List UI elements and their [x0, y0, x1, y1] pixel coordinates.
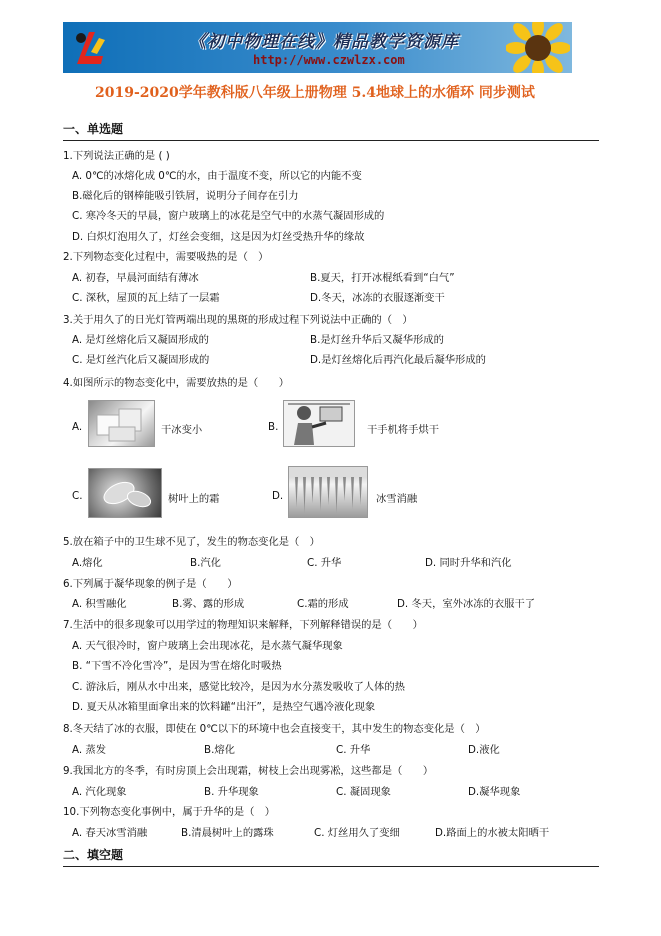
- question-6-option-d: D. 冬天，室外冰冻的衣服干了: [397, 598, 536, 610]
- question-5-stem: 5.放在箱子中的卫生球不见了，发生的物态变化是（ ）: [63, 536, 320, 548]
- site-logo-icon: [69, 26, 111, 70]
- question-4-option-a-letter: A.: [72, 421, 83, 433]
- question-1-option-a: A. 0℃的冰熔化成 0℃的水，由于温度不变，所以它的内能不变: [72, 170, 362, 182]
- hand-dryer-icon: [284, 401, 354, 446]
- question-7-stem: 7.生活中的很多现象可以用学过的物理知识来解释，下列解释错误的是（ ）: [63, 619, 423, 631]
- question-10-option-c: C. 灯丝用久了变细: [314, 827, 400, 839]
- question-8-stem: 8.冬天结了冰的衣服，即使在 0℃以下的环境中也会直接变干，其中发生的物态变化是（ ）: [63, 723, 486, 735]
- question-4-option-c-caption: 树叶上的霜: [168, 493, 220, 505]
- section-divider: [63, 866, 599, 867]
- question-9-option-d: D.凝华现象: [468, 786, 521, 798]
- frosted-leaf-icon: [89, 469, 161, 517]
- question-9-option-b: B. 升华现象: [204, 786, 259, 798]
- question-3-option-b: B.是灯丝升华后又凝华形成的: [310, 334, 444, 346]
- question-5-option-d: D. 同时升华和汽化: [425, 557, 512, 569]
- question-2-stem: 2.下列物态变化过程中，需要吸热的是（ ）: [63, 251, 269, 263]
- question-9-option-a: A. 汽化现象: [72, 786, 127, 798]
- question-8-option-a: A. 蒸发: [72, 744, 107, 756]
- section-heading-fill-in: 二、填空题: [63, 848, 124, 862]
- question-6-option-a: A. 积雪融化: [72, 598, 127, 610]
- question-1-stem: 1.下列说法正确的是 ( ): [63, 150, 170, 162]
- question-6-option-b: B.雾、露的形成: [172, 598, 245, 610]
- section-heading-single-choice: 一、单选题: [63, 122, 124, 136]
- question-4-option-a-caption: 干冰变小: [161, 424, 203, 436]
- question-10-option-b: B.清晨树叶上的露珠: [181, 827, 274, 839]
- question-3-option-a: A. 是灯丝熔化后又凝固形成的: [72, 334, 209, 346]
- question-9-stem: 9.我国北方的冬季，有时房顶上会出现霜，树枝上会出现雾凇，这些都是（ ）: [63, 765, 434, 777]
- question-3-stem: 3.关于用久了的日光灯管两端出现的黑斑的形成过程下列说法中正确的（ ）: [63, 314, 413, 326]
- banner-title: 《初中物理在线》精品教学资源库: [189, 32, 459, 52]
- icicles-icon: [289, 467, 367, 517]
- question-7-option-a: A. 天气很冷时，窗户玻璃上会出现冰花，是水蒸气凝华现象: [72, 640, 343, 652]
- question-8-option-b: B.熔化: [204, 744, 235, 756]
- question-2-option-a: A. 初春，早晨河面结有薄冰: [72, 272, 199, 284]
- header-banner: [63, 22, 572, 73]
- dry-ice-image: [88, 400, 155, 447]
- question-6-stem: 6.下列属于凝华现象的例子是（ ）: [63, 578, 238, 590]
- question-4-option-d-caption: 冰雪消融: [376, 493, 418, 505]
- section-divider: [63, 140, 599, 141]
- question-4-option-d-letter: D.: [272, 490, 284, 502]
- question-4-option-b-letter: B.: [268, 421, 279, 433]
- question-4-option-c-letter: C.: [72, 490, 83, 502]
- question-2-option-b: B.夏天，打开冰棍纸看到“白气”: [310, 272, 455, 284]
- question-4-option-b-caption: 干手机将手烘干: [367, 424, 440, 436]
- question-3-option-d: D.是灯丝熔化后再汽化最后凝华形成的: [310, 354, 486, 366]
- question-5-option-b: B.汽化: [190, 557, 221, 569]
- question-6-option-c: C.霜的形成: [297, 598, 349, 610]
- question-2-option-c: C. 深秋，屋顶的瓦上结了一层霜: [72, 292, 220, 304]
- question-8-option-c: C. 升华: [336, 744, 371, 756]
- question-1-option-d: D. 白炽灯泡用久了，灯丝会变细，这是因为灯丝受热升华的缘故: [72, 231, 365, 243]
- question-7-option-d: D. 夏天从冰箱里面拿出来的饮料罐“出汗”，是热空气遇冷液化现象: [72, 701, 376, 713]
- banner-url: http://www.czwlzx.com: [253, 53, 405, 67]
- question-9-option-c: C. 凝固现象: [336, 786, 391, 798]
- hand-dryer-image: [283, 400, 355, 447]
- question-10-stem: 10.下列物态变化事例中，属于升华的是（ ）: [63, 806, 276, 818]
- question-1-option-b: B.磁化后的钢棒能吸引铁屑，说明分子间存在引力: [72, 190, 299, 202]
- melting-snow-image: [288, 466, 368, 518]
- document-title: 2019-2020学年教科版八年级上册物理 5.4地球上的水循环 同步测试: [95, 85, 535, 101]
- sunflower-icon: [506, 22, 570, 73]
- question-8-option-d: D.液化: [468, 744, 500, 756]
- frost-leaves-image: [88, 468, 162, 518]
- question-4-stem: 4.如图所示的物态变化中，需要放热的是（ ）: [63, 377, 290, 389]
- question-3-option-c: C. 是灯丝汽化后又凝固形成的: [72, 354, 210, 366]
- question-5-option-c: C. 升华: [307, 557, 342, 569]
- question-10-option-a: A. 春天冰雪消融: [72, 827, 148, 839]
- question-5-option-a: A.熔化: [72, 557, 103, 569]
- ice-cubes-icon: [89, 401, 154, 446]
- question-10-option-d: D.路面上的水被太阳晒干: [435, 827, 550, 839]
- question-1-option-c: C. 寒冷冬天的早晨，窗户玻璃上的冰花是空气中的水蒸气凝固形成的: [72, 210, 385, 222]
- question-7-option-c: C. 游泳后，刚从水中出来，感觉比较冷，是因为水分蒸发吸收了人体的热: [72, 681, 405, 693]
- question-2-option-d: D.冬天，冰冻的衣服逐渐变干: [310, 292, 445, 304]
- question-7-option-b: B. “下雪不冷化雪冷”，是因为雪在熔化时吸热: [72, 660, 282, 672]
